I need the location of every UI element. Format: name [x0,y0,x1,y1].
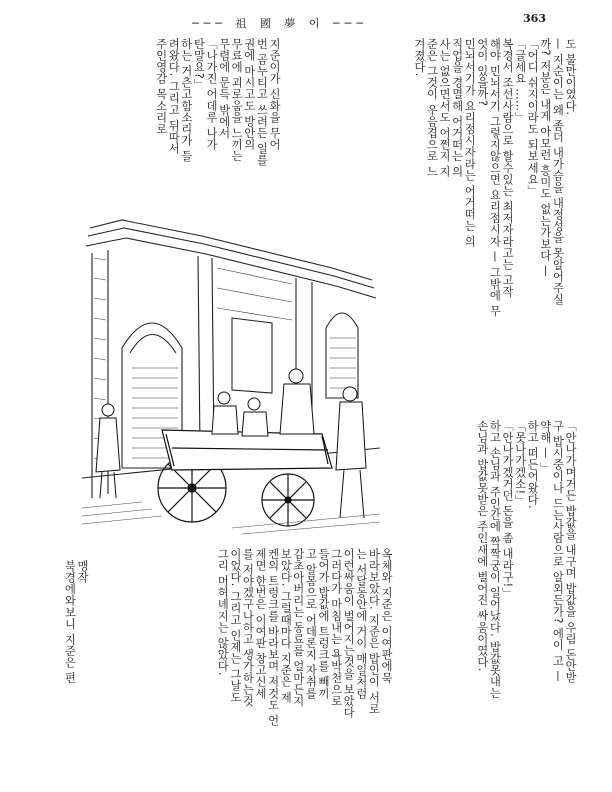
text-line: 맹작 [76,560,89,584]
text-line: 겨졌다. [412,38,426,77]
text-line: 제면 한번은 이여판 창고신세 [254,548,268,700]
text-line: 「안나가며거든 밥값을 내구며 밥값을 우림 돈안받 [564,420,577,684]
text-line: 「못나가겠소!」 [513,420,527,507]
text-line: 하고 손님과 주인간에 짝짝궁이 일어났다. 밥값못내는 [488,420,502,699]
text-line: 약해 — 」 [538,420,552,475]
text-line: 「안나가겠거던 돈을 좀 내라구!」 [501,420,515,600]
text-line: 「어디 쉬지이라도 되보세요」 [526,38,540,197]
text-line: 탄말요?」 [192,38,206,91]
text-line: 바라보았다. 지준은 밥인이 서로 [367,548,381,715]
ground-shading [82,502,380,534]
text-line: 북경에와보니 지준은 편 [63,560,77,684]
text-line: 지준이가 신화을 무어 [268,38,281,151]
text-column-caption [54,560,88,758]
text-column-right-top [380,38,577,317]
text-line: 도 불만이였다. [564,38,577,116]
text-line: 무료에 괴로움을 느끼는 [230,38,244,162]
text-line: 복경서 조선사람으로 할수있는 최저자라고는 고작 [501,38,515,298]
text-column-left-bottom [96,548,392,758]
text-line: 하는 거츤고함소리가 들 [179,38,193,162]
text-line: 민뇌서기가 요리점시자라는 어거떠는 의 [463,38,477,248]
text-line: 켄의 트렁크를 바라보며 저것도 언 [266,548,280,727]
text-line: 까? 저분은 내게 아모런 흥미도 없는가보다 — [538,38,552,277]
text-column-right-bottom [420,420,576,760]
text-line: 려왔다. 그리고 뒤따서 [167,38,181,155]
text-line: 구 밥시중이나 드는사람으로 알외든가? 에이 고 — [551,420,565,683]
carriage [158,430,332,526]
text-line: 번 곰누티고 쓰려든 일를 [255,38,269,166]
text-line: 사는 없으면서도 어쩐지 지 [438,38,452,178]
text-line: 해야 민뇌서기 그렇지않으면 요리점시자 — 그밖에 무 [488,38,502,317]
text-line: 손님과 밥값못받은 주인새에 벌어진 싸움이였다. [475,420,489,672]
illustration-street-scene [82,198,380,538]
text-line: 주인영감 목소리로 [154,38,168,135]
text-line: 는 서달동안에 거이 매일처럼 [354,548,368,700]
text-line: 그러다가 마침내는 욕박천으로 [329,548,343,707]
text-line: 이었다. 그리고 인제는 그날도 [228,548,242,704]
text-line: 직업을 경멸해 어거떠는 의 [450,38,464,178]
text-line: 하고 떠든어왔다. [526,420,540,510]
text-line: 보았다. 그럴때마다 지준은 제 [279,548,293,704]
page-number: 363 [523,12,546,25]
text-line: 엇이 있을까? [475,38,489,107]
text-line: 「글세요 ……」 [513,38,527,124]
text-line: — 지순이는 왜 좀더 내가슴을 내정성을 못알어주실 [551,38,565,306]
text-line: 권에 마시고도 방안의 [242,38,256,151]
text-line: 이런싸움이 벌어지는것을 보았다 [342,548,356,719]
text-column-left-top [150,38,280,208]
text-line: 감초아버리는 동료를 얼마든지 [291,548,305,707]
text-line: 무렴에 문득 밖에서 [217,38,231,139]
text-line: 를 저야겠구나하고 생가하는것 [241,548,255,707]
text-line: 준은 그것이 우음겹으로 느 [425,38,439,178]
text-line: 들어가 밥값에 트렁크를 빼끼 [317,548,331,700]
running-header: ─── 祖 國 夢 이 ─── [192,17,368,30]
text-line: 옥체와 지준은 이여판에묵 [380,548,393,684]
text-line: 「나가진 어데루 나가 [205,38,219,151]
text-line: 그리 머허녜지는 않았다. [216,548,230,676]
text-line: 고 알몸으로 어데론지 자취를 [304,548,318,700]
